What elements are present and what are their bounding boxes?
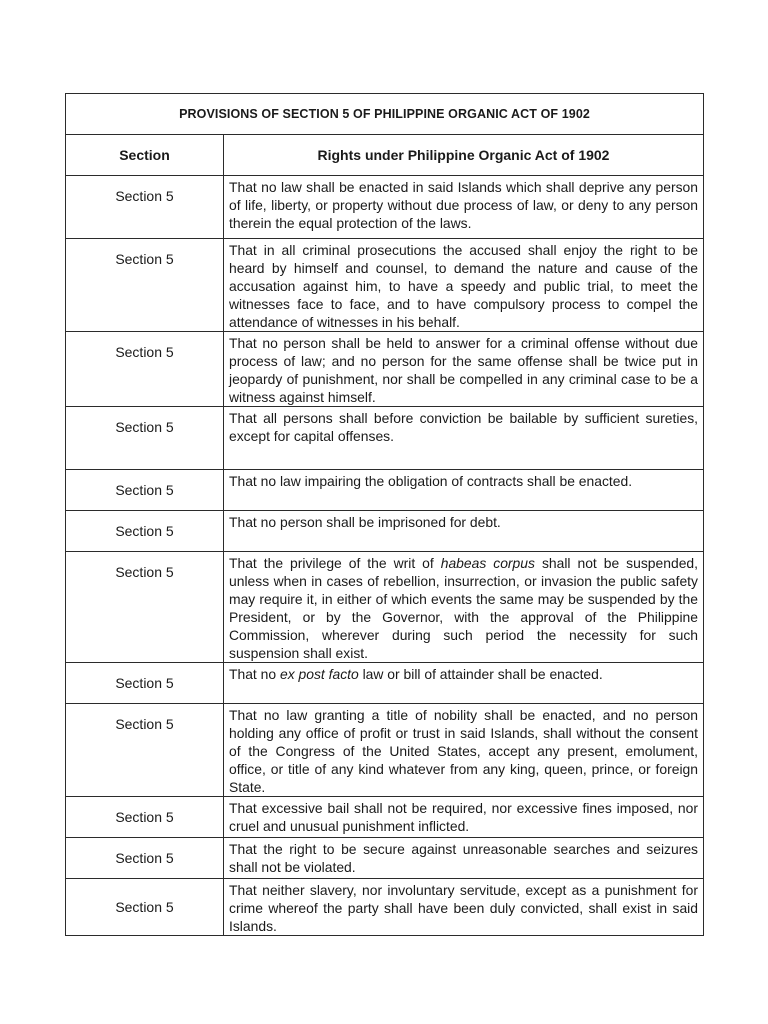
right-text-after: law or bill of attainder shall be enacted.: [358, 666, 603, 682]
section-cell: Section 5: [66, 176, 224, 239]
section-cell: Section 5: [66, 511, 224, 552]
right-text: That no person shall be imprisoned for debt.: [224, 511, 704, 552]
right-text-italic: ex post facto: [279, 666, 359, 682]
section-cell: Section 5: [66, 879, 224, 936]
table-row: [66, 470, 704, 511]
table-row: [66, 879, 704, 936]
right-text: That no law impairing the obligation of contracts shall be enacted.: [224, 470, 704, 511]
right-text: That all persons shall before conviction be bailable by sufficient sureties, except for capital offenses.: [224, 407, 704, 470]
title-row: [66, 94, 704, 135]
right-text: [224, 552, 704, 663]
table-row: [66, 552, 704, 663]
right-text-italic: habeas corpus: [440, 555, 535, 571]
header-section: Section: [66, 135, 224, 176]
right-text: That neither slavery, nor involuntary servitude, except as a punishment for crime whereof the party shall have been duly convicted, shall exist in said Islands.: [224, 879, 704, 936]
section-cell: Section 5: [66, 470, 224, 511]
right-text: That no person shall be held to answer for a criminal offense without due process of law; and no person for the same offense shall be twice put in jeopardy of punishment, nor shall be compelled in any criminal case to be a witness against himself.: [224, 332, 704, 407]
right-text: That in all criminal prosecutions the accused shall enjoy the right to be heard by himself and counsel, to demand the nature and cause of the accusation against him, to have a speedy and public trial, to meet the witnesses face to face, and to have compulsory process to compel the attendance of witnesses in his behalf.: [224, 239, 704, 332]
section-cell: Section 5: [66, 704, 224, 797]
table-row: [66, 797, 704, 838]
right-text: That no law shall be enacted in said Islands which shall deprive any person of life, liberty, or property without due process of law, or deny to any person therein the equal protection of the laws.: [224, 176, 704, 239]
right-text: That no law granting a title of nobility shall be enacted, and no person holding any office of profit or trust in said Islands, shall without the consent of the Congress of the United States, accept any present, emolument, office, or title of any kind whatever from any king, queen, prince, or foreign State.: [224, 704, 704, 797]
table-title: PROVISIONS OF SECTION 5 OF PHILIPPINE ORGANIC ACT OF 1902: [66, 94, 704, 135]
table-row: [66, 239, 704, 332]
header-row: [66, 135, 704, 176]
table-row: [66, 407, 704, 470]
section-cell: Section 5: [66, 332, 224, 407]
table-row: [66, 176, 704, 239]
table-row: [66, 332, 704, 407]
table-row: [66, 663, 704, 704]
table-row: [66, 511, 704, 552]
section-cell: Section 5: [66, 407, 224, 470]
section-cell: Section 5: [66, 552, 224, 663]
right-text-before: That the privilege of the writ of: [229, 555, 441, 571]
table-row: [66, 704, 704, 797]
right-text: [224, 663, 704, 704]
section-cell: Section 5: [66, 838, 224, 879]
provisions-table: [65, 93, 704, 936]
section-cell: Section 5: [66, 797, 224, 838]
section-cell: Section 5: [66, 239, 224, 332]
right-text: That the right to be secure against unreasonable searches and seizures shall not be violated.: [224, 838, 704, 879]
right-text-before: That no: [229, 666, 280, 682]
right-text-after: shall not be suspended, unless when in cases of rebellion, insurrection, or invasion the public safety may require it, in either of which events the same may be suspended by the President, or by the Governor, with the approval of the Philippine Commission, wherever during such period the necessity for such suspension shall exist.: [229, 555, 699, 661]
header-rights: Rights under Philippine Organic Act of 1902: [224, 135, 704, 176]
right-text: That excessive bail shall not be required, nor excessive fines imposed, nor cruel and unusual punishment inflicted.: [224, 797, 704, 838]
section-cell: Section 5: [66, 663, 224, 704]
table-row: [66, 838, 704, 879]
